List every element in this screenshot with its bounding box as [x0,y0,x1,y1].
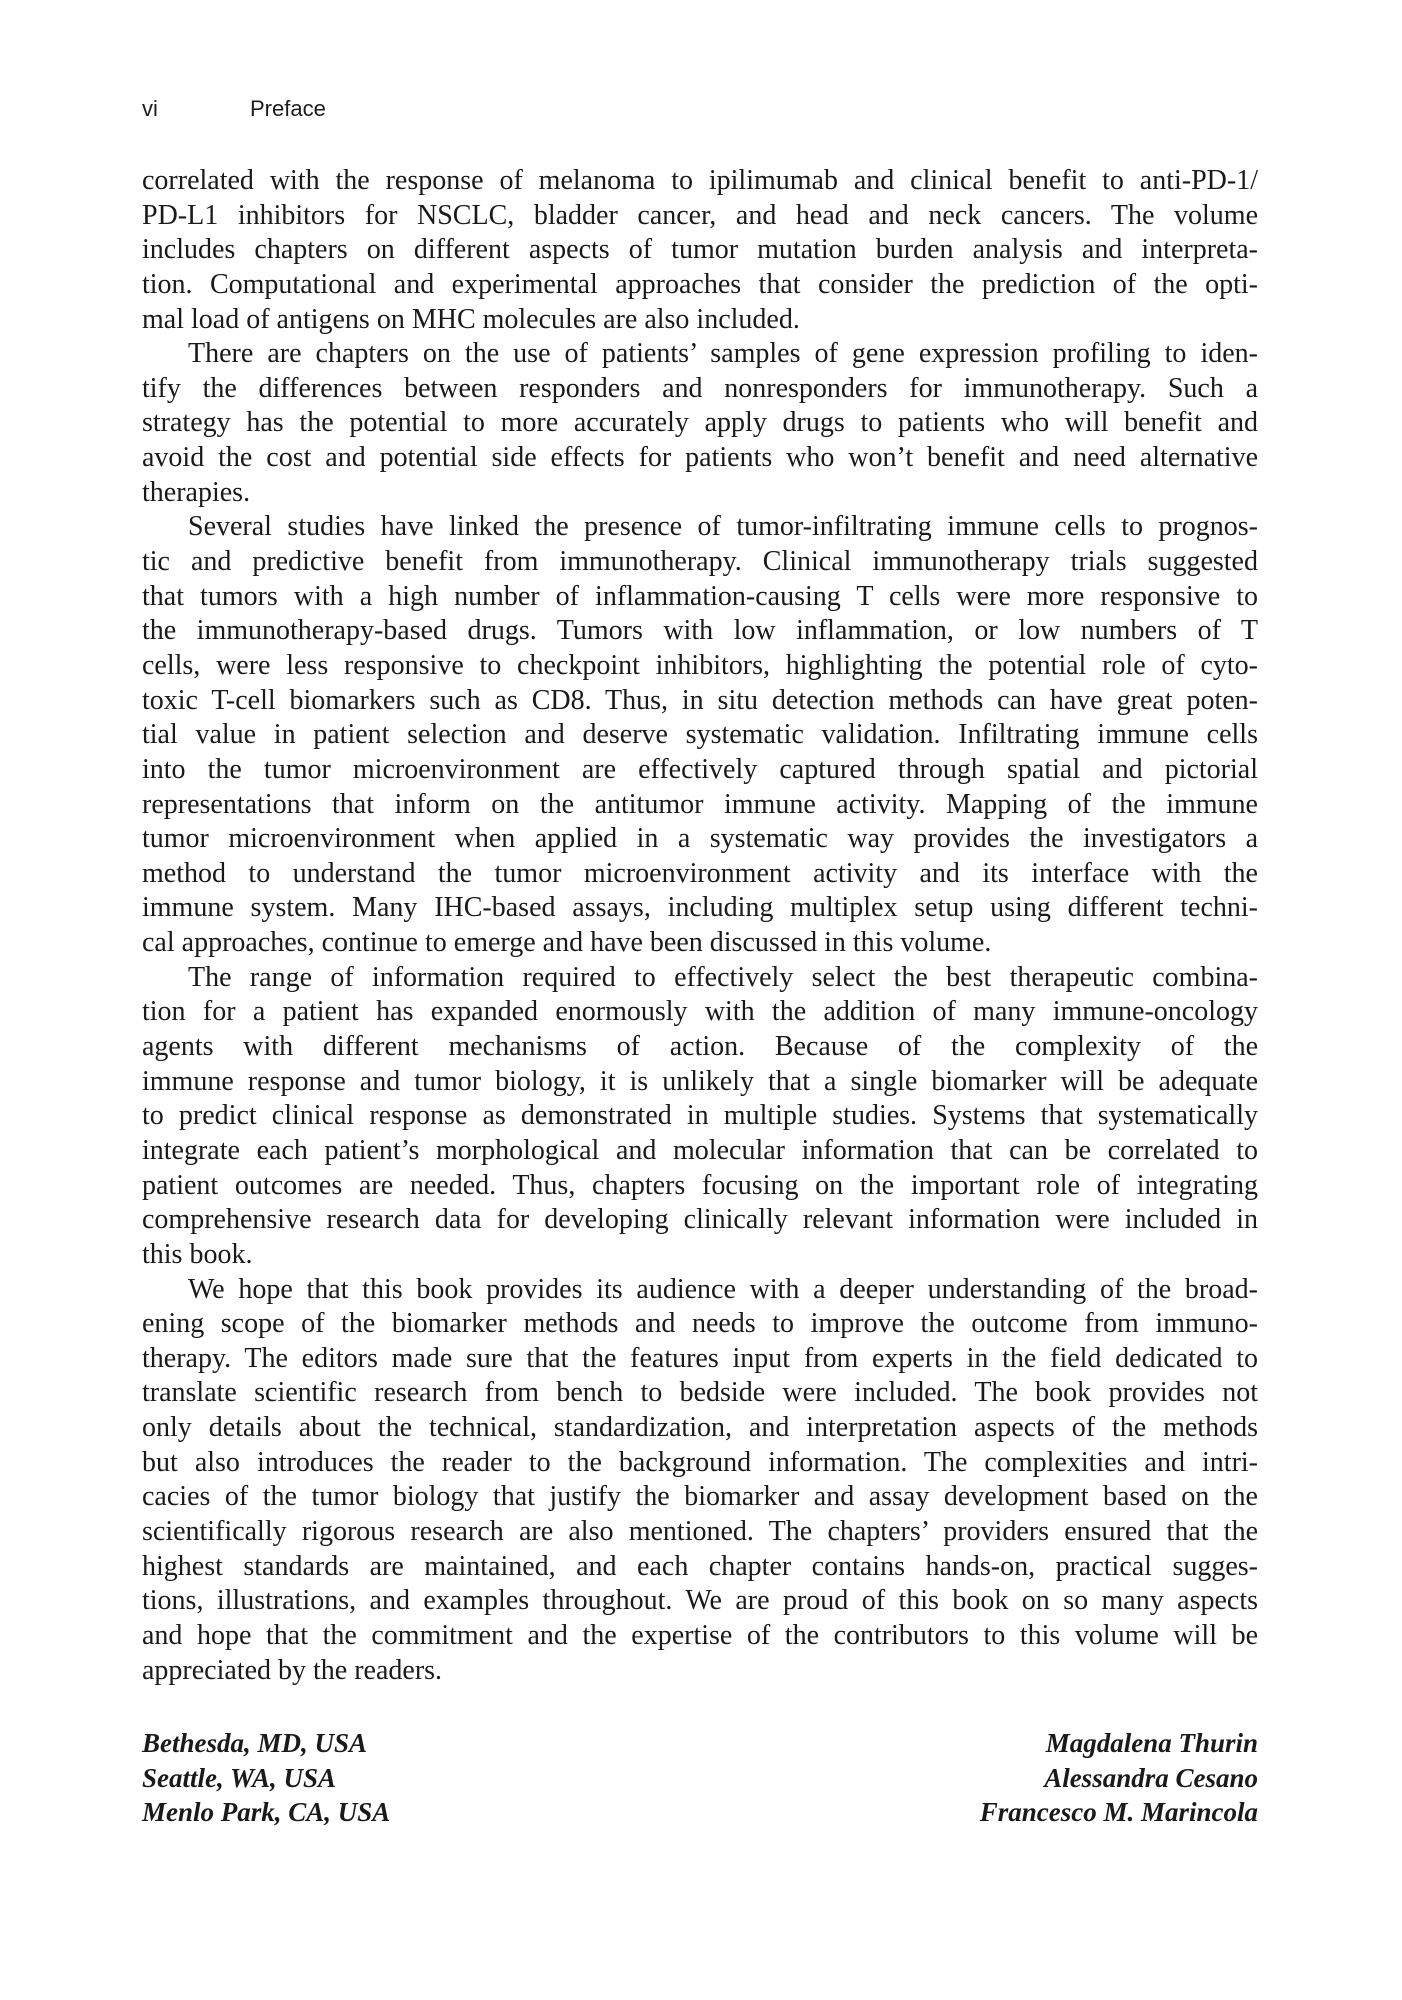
paragraph-2 [142,337,1258,510]
text-line: comprehensive research data for developing clinically relevant information were included in [142,1204,1258,1236]
text-line: cal approaches, continue to emerge and have been discussed in this volume. [142,927,992,959]
text-line: The range of information required to effectively select the best therapeutic combina- [188,961,1258,993]
text-line: includes chapters on different aspects of tumor mutation burden analysis and interpreta- [142,234,1258,266]
preface-body [142,164,1258,1688]
text-line: this book. [142,1238,253,1270]
text-line: cacies of the tumor biology that justify the biomarker and assay development based on the [142,1481,1258,1513]
paragraph-1 [142,164,1258,337]
text-line: We hope that this book provides its audience with a deeper understanding of the broad- [188,1273,1258,1305]
text-line: the immunotherapy-based drugs. Tumors with low inflammation, or low numbers of T [142,615,1258,647]
text-line: tion. Computational and experimental approaches that consider the prediction of the opti- [142,268,1258,300]
text-line: Several studies have linked the presence of tumor-infiltrating immune cells to prognos- [188,511,1258,543]
editor-name: Magdalena Thurin [1045,1728,1258,1758]
text-line: tic and predictive benefit from immunotherapy. Clinical immunotherapy trials suggested [142,546,1258,578]
text-line: tion for a patient has expanded enormously with the addition of many immune-oncology [142,996,1258,1028]
text-line: tions, illustrations, and examples throughout. We are proud of this book on so many aspects [142,1585,1258,1617]
text-line: ening scope of the biomarker methods and needs to improve the outcome from immuno- [142,1308,1258,1340]
paragraph-4 [142,961,1258,1273]
text-line: therapy. The editors made sure that the features input from experts in the field dedicated to [142,1342,1258,1374]
section-title: Preface [250,96,326,121]
text-line: toxic T-cell biomarkers such as CD8. Thus, in situ detection methods can have great poten- [142,684,1258,716]
editor-name: Francesco M. Marincola [979,1797,1258,1828]
editor-locations [142,1726,390,1830]
text-line: to predict clinical response as demonstrated in multiple studies. Systems that systematically [142,1100,1258,1132]
text-line: highest standards are maintained, and each chapter contains hands-on, practical sugges- [142,1550,1258,1582]
page-number: vi [142,96,158,121]
text-line: patient outcomes are needed. Thus, chapters focusing on the important role of integrating [142,1169,1258,1201]
editor-names [980,1726,1258,1830]
text-line: appreciated by the readers. [142,1654,443,1686]
text-line: correlated with the response of melanoma to ipilimumab and clinical benefit to anti-PD-1/ [142,165,1258,196]
location-line: Menlo Park, CA, USA [142,1797,391,1828]
text-line: that tumors with a high number of inflammation-causing T cells were more responsive to [142,580,1258,612]
text-line: avoid the cost and potential side effects for patients who won’t benefit and need alternative [142,442,1258,474]
text-line: tumor microenvironment when applied in a systematic way provides the investigators a [142,823,1258,855]
text-line: scientifically rigorous research are also mentioned. The chapters’ providers ensured that the [142,1515,1258,1547]
text-line: representations that inform on the antitumor immune activity. Mapping of the immune [142,788,1258,820]
text-line: tify the differences between responders and nonresponders for immunotherapy. Such a [142,372,1258,404]
text-line: integrate each patient’s morphological and molecular information that can be correlated to [142,1134,1258,1166]
text-line: immune system. Many IHC-based assays, including multiplex setup using different techni- [142,892,1258,924]
location-line: Seattle, WA, USA [142,1762,337,1793]
text-line: There are chapters on the use of patients’ samples of gene expression profiling to iden- [188,338,1258,370]
text-line: and hope that the commitment and the expertise of the contributors to this volume will be [142,1619,1258,1651]
text-line: into the tumor microenvironment are effectively captured through spatial and pictorial [142,753,1258,785]
paragraph-5 [142,1273,1258,1689]
text-line: immune response and tumor biology, it is unlikely that a single biomarker will be adequate [142,1065,1258,1097]
text-line: PD-L1 inhibitors for NSCLC, bladder cancer, and head and neck cancers. The volume [142,199,1258,231]
text-line: cells, were less responsive to checkpoint inhibitors, highlighting the potential role of cyto- [142,649,1258,681]
editor-name: Alessandra Cesano [1044,1762,1258,1793]
text-line: only details about the technical, standardization, and interpretation aspects of the methods [142,1412,1258,1444]
text-line: translate scientific research from bench to bedside were included. The book provides not [142,1377,1258,1409]
text-line: therapies. [142,476,251,508]
text-line: agents with different mechanisms of action. Because of the complexity of the [142,1031,1258,1063]
text-line: tial value in patient selection and deserve systematic validation. Infiltrating immune cells [142,719,1258,751]
text-line: method to understand the tumor microenvironment activity and its interface with the [142,857,1258,889]
text-line: strategy has the potential to more accurately apply drugs to patients who will benefit and [142,407,1258,439]
text-line: mal load of antigens on MHC molecules are also included. [142,303,800,335]
paragraph-3 [142,510,1258,960]
location-line: Bethesda, MD, USA [142,1728,368,1758]
text-line: but also introduces the reader to the background information. The complexities and intri- [142,1446,1258,1478]
